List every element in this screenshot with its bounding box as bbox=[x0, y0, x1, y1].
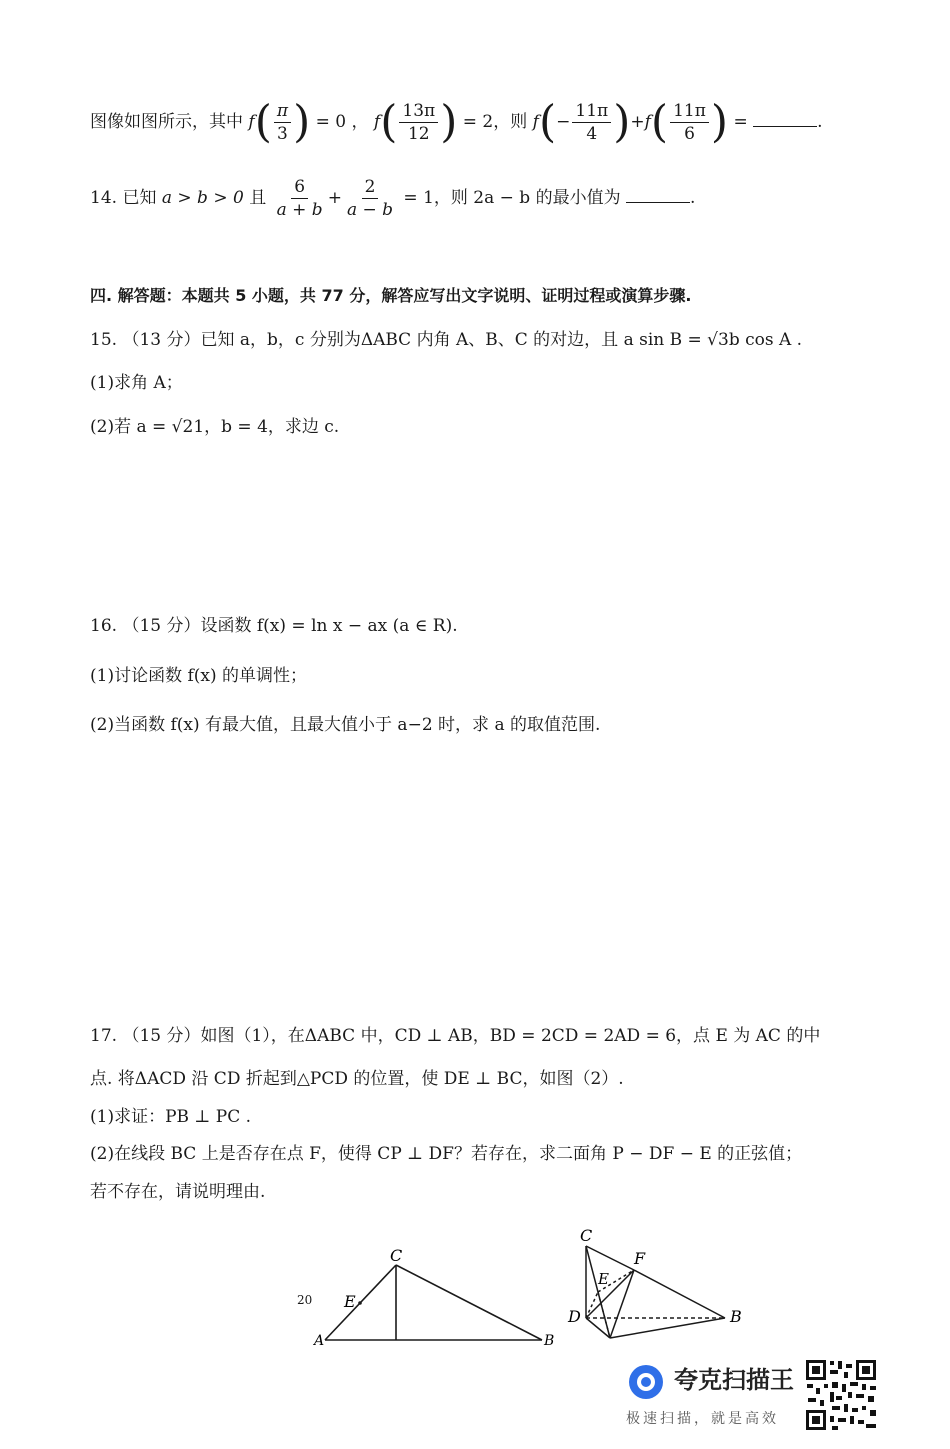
scanner-watermark bbox=[622, 1358, 802, 1438]
figure-2 bbox=[560, 1222, 760, 1347]
q17-part2: (2)在线段 BC 上是否存在点 F，使得 CP ⊥ DF？若存在，求二面角 P − DF − E 的正弦值； bbox=[90, 1144, 803, 1164]
q17-stem-1: 17. （15 分）如图（1），在ΔABC 中，CD ⊥ AB，BD = 2CD = 2AD = 6，点 E 为 AC 的中 bbox=[90, 1026, 821, 1046]
watermark-subtitle: 极速扫描，就是高效 bbox=[626, 1411, 779, 1427]
frac-q14-b: $\frac{2}{a - b}$ bbox=[346, 177, 394, 220]
fig2-label-B: B bbox=[730, 1307, 742, 1326]
figure-1 bbox=[300, 1245, 570, 1345]
answer-blank-13 bbox=[753, 126, 817, 127]
section-heading: 四. 解答题：本题共 5 小题，共 77 分，解答应写出文字说明、证明过程或演算步骤. bbox=[90, 286, 692, 305]
q13-tail: 图像如图所示，其中 f( $\frac{\pi}{3}$ ) = 0 ， f( $\frac{13\pi}{12}$ ) = 2，则 f(− $\frac{11\pi}{4}$ )+f( $\frac{11\pi}{6}$ ) = . bbox=[90, 96, 823, 148]
q15-stem: 15. （13 分）已知 a，b，c 分别为ΔABC 内角 A、B、C 的对边，且 a sin B = √3b cos A . bbox=[90, 330, 803, 350]
fig2-label-C: C bbox=[580, 1226, 593, 1245]
frac-4: $\frac{11\pi}{6}$ bbox=[670, 100, 709, 145]
q16-part1: (1)讨论函数 f(x) 的单调性； bbox=[90, 666, 308, 686]
q15-part2: (2)若 a = √21，b = 4，求边 c. bbox=[90, 417, 340, 437]
q13-lead: 图像如图所示，其中 bbox=[90, 112, 243, 132]
q15-part1: (1)求角 A； bbox=[90, 373, 183, 393]
fig1-label-A: A bbox=[314, 1333, 325, 1345]
fig2-label-F: F bbox=[634, 1249, 646, 1268]
fig1-label-B: B bbox=[544, 1333, 555, 1345]
frac-q14-a: $\frac{6}{a + b}$ bbox=[276, 177, 323, 220]
q14: 14. 已知 a > b > 0 且 $\frac{6}{a + b}$ + $\frac{2}{a - b}$ = 1，则 2a − b 的最小值为 . bbox=[90, 177, 696, 220]
frac-1: $\frac{\pi}{3}$ bbox=[274, 100, 291, 145]
q17-part1: (1)求证：PB ⊥ PC . bbox=[90, 1107, 252, 1127]
qr-code-icon bbox=[804, 1358, 878, 1432]
quark-logo-icon bbox=[626, 1362, 666, 1402]
fig2-label-D: D bbox=[568, 1307, 581, 1326]
watermark-title: 夸克扫描王 bbox=[674, 1366, 794, 1394]
frac-3: $\frac{11\pi}{4}$ bbox=[572, 100, 611, 145]
fig1-label-C: C bbox=[390, 1246, 403, 1265]
q16-part2: (2)当函数 f(x) 有最大值，且最大值小于 a−2 时，求 a 的取值范围. bbox=[90, 715, 601, 735]
fig2-label-E: E bbox=[598, 1270, 609, 1288]
q17-stem-2: 点. 将ΔACD 沿 CD 折起到△PCD 的位置，使 DE ⊥ BC，如图（2）. bbox=[90, 1069, 624, 1089]
page-number: 20 bbox=[297, 1293, 313, 1307]
frac-2: $\frac{13\pi}{12}$ bbox=[399, 100, 438, 145]
q16-stem: 16. （15 分）设函数 f(x) = ln x − ax (a ∈ R). bbox=[90, 616, 458, 636]
q17-part3: 若不存在，请说明理由. bbox=[90, 1182, 266, 1202]
answer-blank-14 bbox=[626, 202, 690, 203]
fig1-label-E: E bbox=[344, 1292, 356, 1311]
